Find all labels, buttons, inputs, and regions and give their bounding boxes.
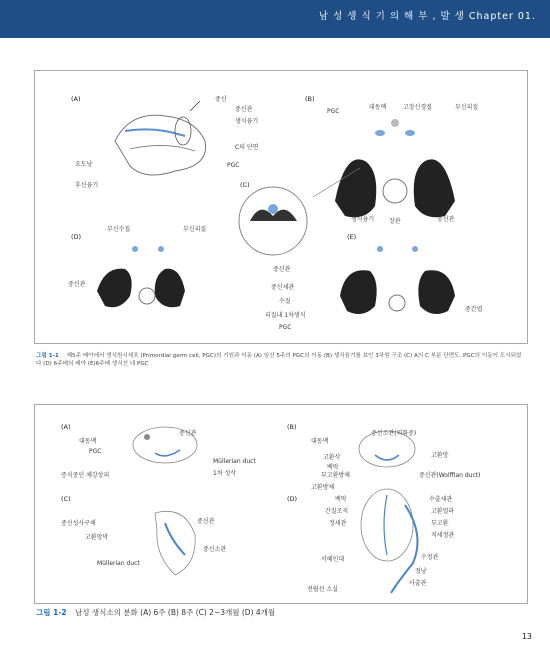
figure-1-1 <box>34 70 528 344</box>
panel-2a-label: (A) <box>61 423 71 431</box>
figure-1-2-number: 그림 1-2 <box>36 608 67 617</box>
fig1-a-label-0: 중신 <box>215 96 227 103</box>
fig1-b-label-6: 중신관 <box>437 216 455 223</box>
fig2-a-label-2: 중신관 <box>179 430 197 437</box>
fig2-b-label-2: 고환삭 <box>323 454 341 461</box>
fig2-d-label-0: 부고환방체 <box>321 472 350 479</box>
panel-2b-label: (B) <box>287 423 297 431</box>
fig2-c-label-0: 중신성사구체 <box>61 520 96 527</box>
panel-2d-drawing <box>361 489 418 593</box>
fig1-e-label-4: PGC <box>279 324 292 331</box>
fig2-d-label-1: 고환방체 <box>311 484 335 491</box>
chapter-title: 남 성 생 식 기 의 해 부 , 발 생 Chapter 01. <box>318 11 536 22</box>
fig1-b-label-0: PGC <box>327 108 340 115</box>
fig2-d-label-12: 수정관 <box>421 554 439 561</box>
panel-d-label: (D) <box>71 233 82 241</box>
fig2-d-label-7: 중신관(Wolffian duct) <box>419 472 481 479</box>
panel-a-drawing <box>115 101 206 175</box>
fig2-d-label-14: 사출관 <box>409 580 427 587</box>
figure-1-1-caption-text: 제5주 배아에서 생식원시세포 (Primordial germ cell, PGC)의 기원과 이동 (A) 임신 5주의 PGC의 이동 (B) 생식융기를 보인 3차원 구조 (C) A의 C 부분 단면도. PGC의 이동이 도시되었다 (D) 6주배의 배아 (E)6주배 생식선 내 PGC <box>36 353 522 367</box>
panel-2c-drawing <box>155 511 195 575</box>
panel-b-drawing <box>335 119 455 217</box>
fig2-d-label-4: 정세관 <box>329 520 347 527</box>
fig1-a-label-1: 중신관 <box>235 106 253 113</box>
figure-1-1-illustration <box>35 71 527 343</box>
fig2-a-label-3: Müllerian duct <box>213 458 256 465</box>
fig1-a-label-4: PGC <box>227 162 240 169</box>
panel-2d-label: (D) <box>287 495 298 503</box>
fig2-a-label-5: 증식중인 체강상피 <box>61 472 110 479</box>
fig2-d-label-10: 부고환 <box>431 520 449 527</box>
fig2-c-label-2: 중신관 <box>197 518 215 525</box>
fig2-c-label-3: 중신소관 <box>203 546 227 553</box>
figure-1-1-number: 그림 1-1 <box>36 353 59 359</box>
fig2-b-label-3: 고환망 <box>431 452 449 459</box>
panel-c-label: (C) <box>240 181 250 189</box>
figure-1-2-caption-text: 남성 생식소의 분화 (A) 6주 (B) 8주 (C) 2~3개월 (D) 4개월 <box>75 608 276 617</box>
fig1-d-label-2: 중신관 <box>68 281 86 288</box>
fig2-a-label-1: PGC <box>89 448 102 455</box>
fig1-e-label-2: 수질 <box>279 298 291 305</box>
fig2-d-label-13: 정낭 <box>415 568 427 575</box>
fig2-d-label-2: 백막 <box>335 496 347 503</box>
fig2-b-label-1: 중신소관(퇴화중) <box>371 430 417 437</box>
panel-2c-label: (C) <box>61 495 71 503</box>
fig2-d-label-6: 전립선 소실 <box>307 586 338 593</box>
fig2-d-label-9: 고환얼라 <box>431 508 455 515</box>
fig1-b-label-4: 생식융기 <box>351 216 375 223</box>
fig2-d-label-11: 직세정관 <box>431 532 455 539</box>
fig1-a-label-5: 요도낭 <box>75 161 93 168</box>
figure-1-1-caption <box>36 352 526 368</box>
page-number: 13 <box>521 632 532 641</box>
fig1-b-label-2: 고장신경절 <box>403 104 432 111</box>
panel-d-drawing <box>97 246 185 307</box>
panel-e-label: (E) <box>347 233 357 241</box>
fig1-b-label-5: 장관 <box>389 218 401 225</box>
fig1-a-label-6: 후신융기 <box>75 182 99 189</box>
fig1-e-label-5: 중간엽 <box>465 306 483 313</box>
figure-1-2-illustration <box>35 405 527 603</box>
fig1-e-label-1: 중신세관 <box>271 284 295 291</box>
fig2-b-label-0: 대동맥 <box>311 438 329 445</box>
fig1-b-label-3: 부신피질 <box>455 104 479 111</box>
fig1-d-label-0: 부신수질 <box>107 226 131 233</box>
fig1-a-label-3: C의 단면 <box>235 144 259 151</box>
fig2-d-label-3: 간질조직 <box>325 508 349 515</box>
fig2-a-label-0: 대동맥 <box>79 438 97 445</box>
fig2-d-label-8: 수출세관 <box>429 496 453 503</box>
figure-1-2-caption <box>36 609 275 617</box>
fig2-c-label-4: Müllerian duct <box>97 560 140 567</box>
fig2-b-label-4: 백막 <box>327 464 339 471</box>
panel-b-label: (B) <box>305 95 315 103</box>
fig2-a-label-4: 1차 성삭 <box>213 470 237 477</box>
fig1-b-label-1: 대동맥 <box>369 104 387 111</box>
fig1-a-label-2: 생식융기 <box>235 118 259 125</box>
fig2-d-label-5: 서혜인대 <box>321 556 345 563</box>
fig1-e-label-3: 피질내 1차생식 <box>265 312 306 319</box>
panel-e-drawing <box>340 246 455 314</box>
fig1-e-label-0: 중신관 <box>273 266 291 273</box>
panel-a-label: (A) <box>71 95 81 103</box>
fig2-c-label-1: 고환망막 <box>85 534 109 541</box>
figure-1-2 <box>34 404 528 604</box>
fig1-d-label-1: 부신피질 <box>183 226 207 233</box>
chapter-header-bar <box>0 0 550 38</box>
